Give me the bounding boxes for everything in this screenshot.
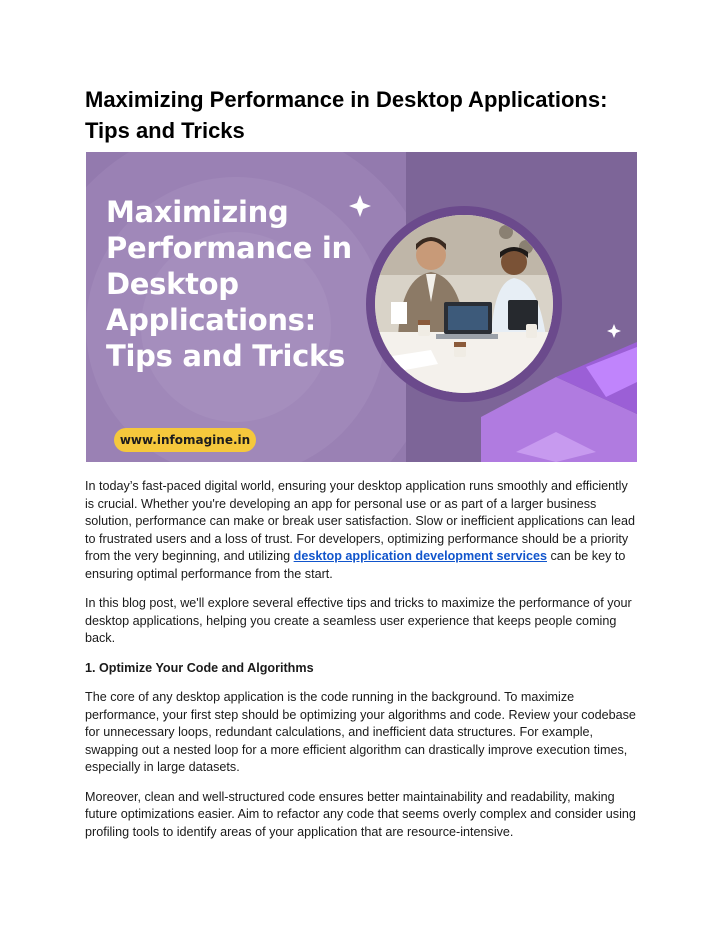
paragraph-refactor: Moreover, clean and well-structured code ensures better maintainability and readability, making future optimizations easier. Aim to refactor any code that seems overly complex and consider using profiling tools to identify areas of your application that are resource-intensive. xyxy=(85,789,636,839)
banner-title-line: Desktop xyxy=(106,267,239,301)
article-title: Maximizing Performance in Desktop Applications: Tips and Tricks xyxy=(85,87,608,143)
banner-title-line: Applications: xyxy=(106,303,316,337)
intro-text-end: can be key to ensuring optimal performance from the start. xyxy=(85,549,626,581)
banner-title-line: Performance in xyxy=(106,231,352,265)
paragraph-code-core: The core of any desktop application is the code running in the background. To maximize performance, your first step should be optimizing your algorithms and code. Review your codebase for unnecessary loops, redundant calculations, and inefficient data structures. For example, swapping out a nested loop for a more efficient algorithm can drastically improve execution times, especially in large datasets. xyxy=(85,690,636,774)
paragraph-overview: In this blog post, we'll explore several effective tips and tricks to maximize the performance of your desktop applications, helping you create a seamless user experience that keeps people coming back. xyxy=(85,596,632,645)
banner-title-line: Tips and Tricks xyxy=(106,339,345,373)
hero-banner xyxy=(86,152,637,462)
paragraph-intro xyxy=(85,478,637,583)
section-heading: 1. Optimize Your Code and Algorithms xyxy=(85,660,314,675)
website-url-badge: www.infomagine.in xyxy=(114,428,256,452)
banner-title-line: Maximizing xyxy=(106,195,289,229)
banner-title xyxy=(106,194,386,374)
team-photo xyxy=(375,215,553,393)
desktop-app-services-link[interactable]: desktop application development services xyxy=(293,549,547,563)
intro-text: In today’s fast-paced digital world, ensuring your desktop application runs smoothly and efficiently is crucial. Whether you're developing an app for personal use or as part of a larger business solution, performance can make or break user satisfaction. Slow or inefficient applications can lead to frustrated users and a loss of trust. For developers, optimizing performance should be a priority from the very beginning, and utilizing xyxy=(85,479,635,563)
article-body xyxy=(85,478,637,853)
